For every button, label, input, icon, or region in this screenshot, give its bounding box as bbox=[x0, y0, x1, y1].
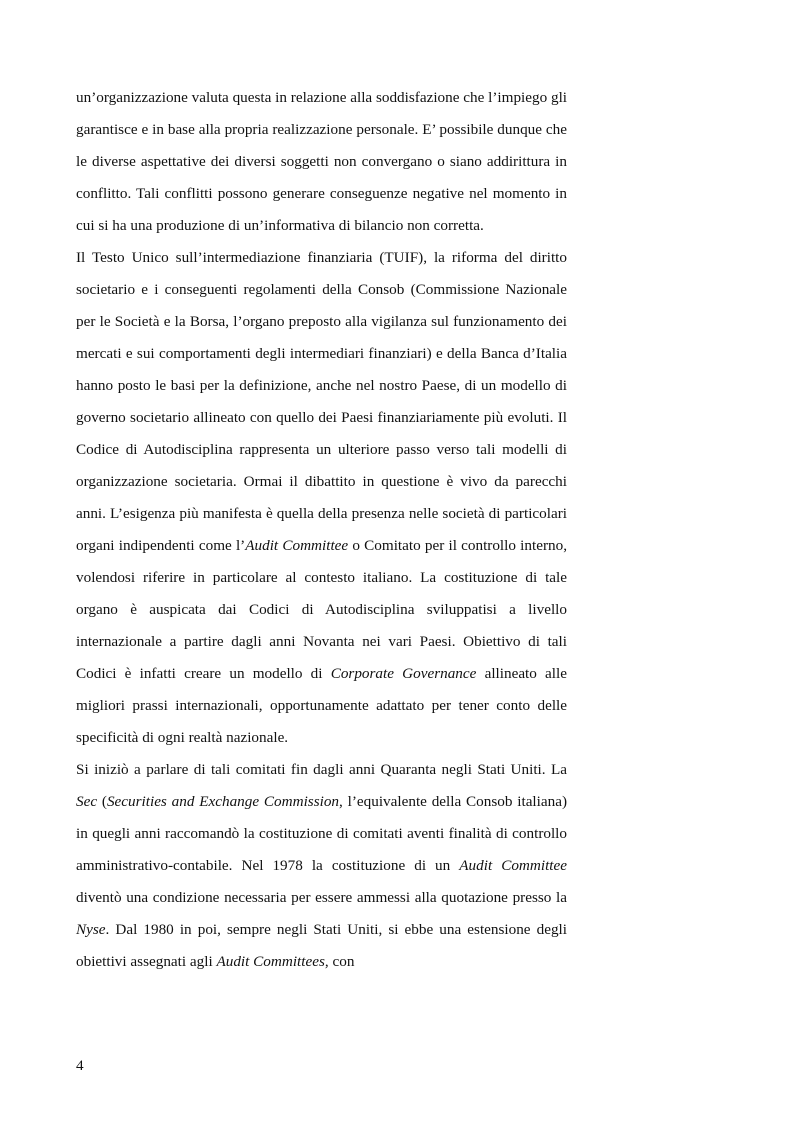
paragraph-3 bbox=[76, 754, 567, 978]
paragraph-2 bbox=[76, 242, 567, 754]
text-segment: o Comitato per il controllo interno, volendosi riferire in particolare al contesto italiano. La costituzione di tale organo è auspicata dai Codici di Autodisciplina sviluppatisi a livello internazionale a partire dagli anni Novanta nei vari Paesi. Obiettivo di tali Codici è infatti creare un modello di bbox=[76, 537, 567, 682]
text-segment: . Dal 1980 in poi, sempre negli Stati Uniti, si ebbe una estensione degli obiettivi assegnati agli bbox=[76, 921, 567, 970]
text-segment: Il Testo Unico sull’intermediazione finanziaria (TUIF), la riforma del diritto societario e i conseguenti regolamenti della Consob (Commissione Nazionale per le Società e la Borsa, l’organo preposto alla vigilanza sul funzionamento dei mercati e sui comportamenti degli intermediari finanziari) e della Banca d’Italia hanno posto le basi per la definizione, anche nel nostro Paese, di un modello di governo societario allineato con quello dei Paesi finanziariamente più evoluti. Il Codice di Autodisciplina rappresenta un ulteriore passo verso tali modelli di organizzazione societaria. Ormai il dibattito in questione è vivo da parecchi anni. L’esigenza più manifesta è quella della presenza nelle società di particolari organi indipendenti come l’ bbox=[76, 249, 567, 554]
italic-term-audit-committee: Audit Committee bbox=[245, 537, 349, 554]
italic-term-audit-committee: Audit Committee bbox=[459, 857, 567, 874]
italic-term-securities-exchange-commission: Securities and Exchange Commission bbox=[106, 793, 340, 810]
italic-term-corporate-governance: Corporate Governance bbox=[330, 665, 477, 682]
text-segment: , l’equivalente della Consob italiana) in quegli anni raccomandò la costituzione di comitati aventi finalità di controllo amministrativo-contabile. Nel 1978 la costituzione di un bbox=[76, 793, 568, 874]
italic-term-audit-committees: Audit Committees bbox=[216, 953, 325, 970]
text-segment: diventò una condizione necessaria per essere ammessi alla quotazione presso la bbox=[76, 889, 567, 906]
italic-term-nyse: Nyse bbox=[76, 921, 106, 938]
body-text bbox=[76, 82, 567, 978]
text-segment: allineato alle migliori prassi internazionali, opportunamente adattato per tener conto delle specificità di ogni realtà nazionale. bbox=[76, 665, 567, 746]
paragraph-1 bbox=[76, 82, 567, 242]
italic-term-sec: Sec bbox=[76, 793, 98, 810]
text-segment: un’organizzazione valuta questa in relazione alla soddisfazione che l’impiego gli garantisce e in base alla propria realizzazione personale. E’ possibile dunque che le diverse aspettative dei diversi soggetti non convergano o siano addirittura in conflitto. Tali conflitti possono generare conseguenze negative nel momento in cui si ha una produzione di un’informativa di bilancio non corretta. bbox=[76, 89, 568, 234]
page-number: 4 bbox=[76, 1057, 84, 1074]
text-segment: , con bbox=[324, 953, 355, 970]
text-segment: Si iniziò a parlare di tali comitati fin dagli anni Quaranta negli Stati Uniti. La bbox=[76, 761, 567, 778]
text-segment: ( bbox=[97, 793, 107, 810]
